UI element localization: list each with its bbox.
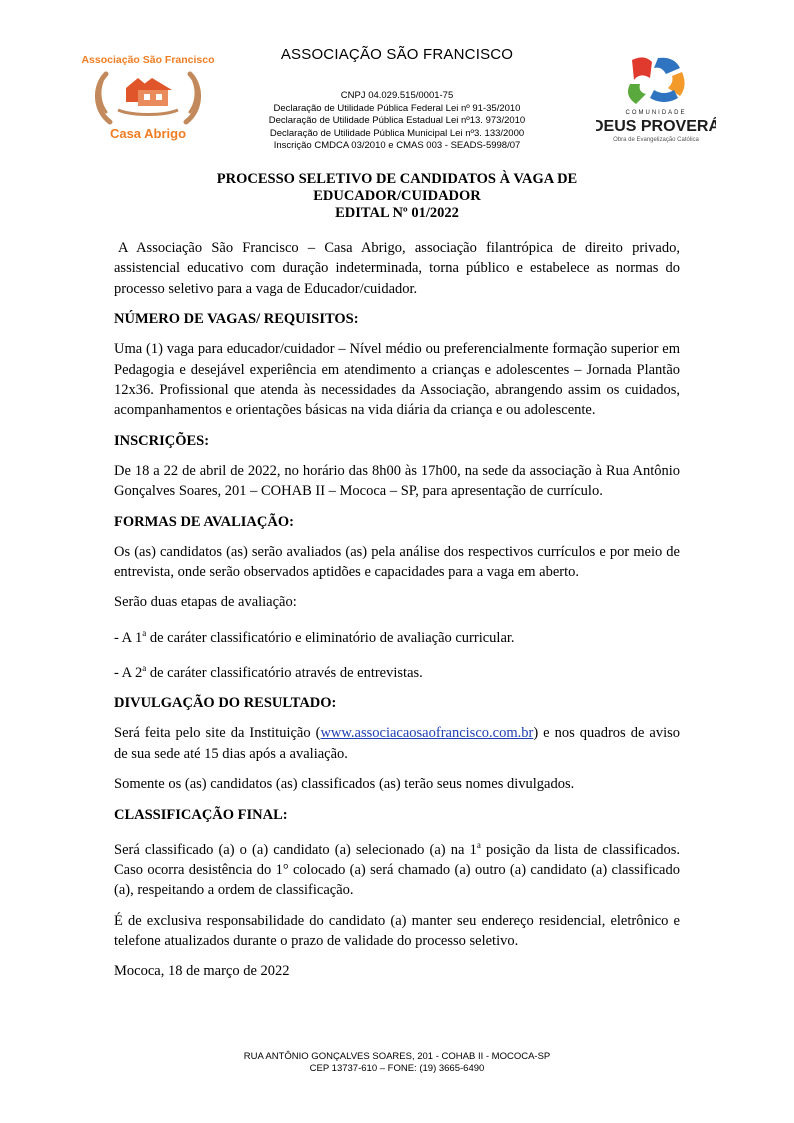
header-info-line: CNPJ 04.029.515/0001-75 [340, 90, 454, 101]
date-line: Mococa, 18 de março de 2022 [114, 963, 290, 980]
footer-contact: CEP 13737-610 – FONE: (19) 3665-6490 [309, 1063, 485, 1074]
header-info-line: Declaração de Utilidade Pública Municipal Lei nº3. 133/2000 [269, 127, 525, 139]
deus-provera-logo [596, 52, 716, 152]
intro-paragraph: A Associação São Francisco – Casa Abrigo, associação filantrópica de direito privado, assistencial educativo com duração indeterminada, torna público e estabelece as normas do processo seletivo para a vaga de Educador/cuidador. [114, 240, 680, 297]
logo-right-tagline: Obra de Evangelização Católica [613, 137, 699, 143]
logo-left-top-text: Associação São Francisco [81, 54, 215, 66]
header-info-line: Declaração de Utilidade Pública Federal Lei nº 91-35/2010 [273, 102, 521, 114]
institution-website-link[interactable]: www.associacaosaofrancisco.com.br [320, 725, 534, 742]
title-line-1: PROCESSO SELETIVO DE CANDIDATOS À VAGA DE [216, 171, 578, 187]
logo-right-small-text: COMUNIDADE [625, 110, 687, 116]
footer-address: RUA ANTÔNIO GONÇALVES SOARES, 201 - COHAB II - MOCOCA-SP [243, 1051, 551, 1062]
logo-right-brand: DEUS PROVERÁ [596, 118, 716, 135]
organization-registration-info [220, 90, 574, 153]
divulgacao-paragraph: Será feita pelo site da Instituição (www.associacaosaofrancisco.com.br) e nos quadros de aviso de sua sede até 15 dias após a avaliação. [114, 725, 681, 762]
avaliacao-paragraph: Os (as) candidatos (as) serão avaliados (as) pela análise dos respectivos currículos e por meio de entrevista, onde serão observados aptidões e capacidades para a vaga em aberto. [114, 543, 680, 581]
classificacao-paragraph: Será classificado (a) o (a) candidato (a) selecionado (a) na 1$^a$ posição da lista de classificados. Caso ocorra desistência do 1° colocado (a) será chamado (a) outro (a) candidato (a) classificado (a), respeitando a ordem de classificação. [114, 839, 680, 899]
section-heading-classificacao: CLASSIFICAÇÃO FINAL: [114, 806, 288, 823]
title-line-2: EDUCADOR/CUIDADOR [313, 188, 481, 204]
section-heading-vagas: NÚMERO DE VAGAS/ REQUISITOS: [114, 311, 359, 328]
page-footer [0, 1051, 794, 1075]
etapa-1: - A 1$^a$ de caráter classificatório e eliminatório de avaliação curricular. [114, 627, 515, 646]
etapas-intro: Serão duas etapas de avaliação: [114, 594, 297, 611]
casa-abrigo-logo [80, 52, 216, 144]
etapa-2: - A 2$^a$ de caráter classificatório através de entrevistas. [114, 663, 423, 681]
document-body [114, 238, 680, 992]
section-heading-inscricoes: INSCRIÇÕES: [114, 432, 210, 449]
inscricoes-paragraph: De 18 a 22 de abril de 2022, no horário das 8h00 às 17h00, na sede da associação à Rua Antônio Gonçalves Soares, 201 – COHAB II – Mococa – SP, para apresentação de currículo. [114, 462, 680, 500]
section-heading-divulgacao: DIVULGAÇÃO DO RESULTADO: [114, 695, 337, 712]
section-heading-avaliacao: FORMAS DE AVALIAÇÃO: [114, 513, 294, 530]
title-line-3: EDITAL Nº 01/2022 [335, 205, 459, 221]
header-info-line: Declaração de Utilidade Pública Estadual Lei nº13. 973/2010 [268, 115, 526, 126]
logo-left-bottom-text: Casa Abrigo [109, 126, 187, 141]
organization-name: ASSOCIAÇÃO SÃO FRANCISCO [280, 46, 514, 63]
document-title [114, 171, 680, 222]
divulgacao-paragraph-2: Somente os (as) candidatos (as) classificados (as) terão seus nomes divulgados. [114, 776, 575, 793]
vagas-paragraph: Uma (1) vaga para educador/cuidador – Nível médio ou preferencialmente formação superior em Pedagogia e desejável experiência em atendimento a crianças e adolescentes – Jornada Plantão 12x36. Profissional que atenda às necessidades da Associação, abrangendo assim os cuidados, acompanhamentos e orientações básicas na vida diária da criança e ou adolescente. [114, 341, 680, 419]
responsabilidade-paragraph: É de exclusiva responsabilidade do candidato (a) manter seu endereço residencial, eletrônico e telefone atualizados durante o prazo de validade do processo seletivo. [114, 912, 680, 950]
header-info-line: Inscrição CMDCA 03/2010 e CMAS 003 - SEADS-5998/07 [273, 140, 521, 151]
